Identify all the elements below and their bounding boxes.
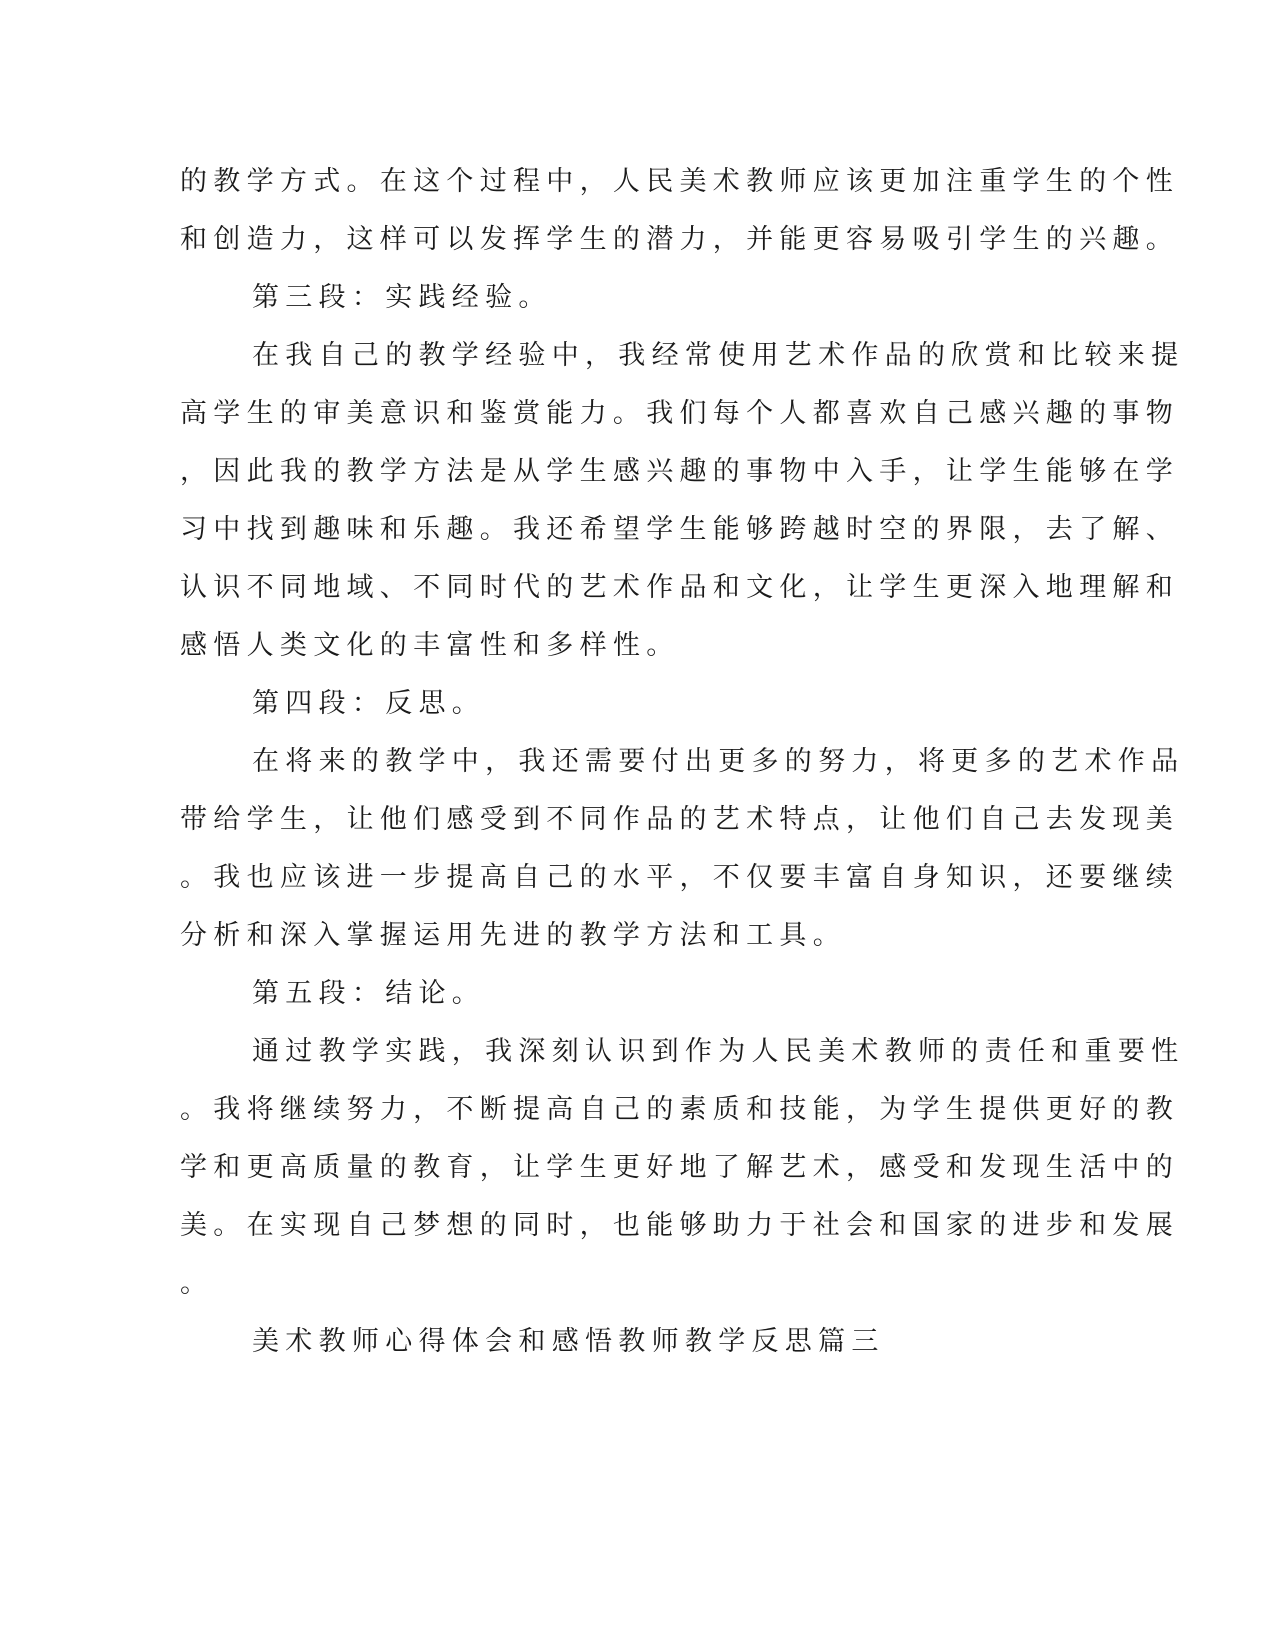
article-title: 美术教师心得体会和感悟教师教学反思篇三 — [252, 1326, 885, 1357]
section-heading: 第四段：反思。 — [252, 688, 486, 719]
text-line: 美。在实现自己梦想的同时，也能够助力于社会和国家的进步和发展 — [180, 1210, 1179, 1241]
text-line: 习中找到趣味和乐趣。我还希望学生能够跨越时空的界限，去了解、 — [180, 514, 1179, 545]
text-line: ，因此我的教学方法是从学生感兴趣的事物中入手，让学生能够在学 — [180, 456, 1179, 487]
text-line: 分析和深入掌握运用先进的教学方法和工具。 — [180, 920, 846, 951]
text-line: 。 — [180, 1268, 214, 1299]
section-heading: 第三段：实践经验。 — [252, 282, 552, 313]
text-line: 在我自己的教学经验中，我经常使用艺术作品的欣赏和比较来提 — [252, 340, 1185, 371]
text-line: 。我也应该进一步提高自己的水平，不仅要丰富自身知识，还要继续 — [180, 862, 1179, 893]
section-heading: 第五段：结论。 — [252, 978, 486, 1009]
text-line: 高学生的审美意识和鉴赏能力。我们每个人都喜欢自己感兴趣的事物 — [180, 398, 1179, 429]
text-line: 在将来的教学中，我还需要付出更多的努力，将更多的艺术作品 — [252, 746, 1185, 777]
text-line: 学和更高质量的教育，让学生更好地了解艺术，感受和发现生活中的 — [180, 1152, 1179, 1183]
text-line: 。我将继续努力，不断提高自己的素质和技能，为学生提供更好的教 — [180, 1094, 1179, 1125]
text-line: 的教学方式。在这个过程中，人民美术教师应该更加注重学生的个性 — [180, 166, 1179, 197]
text-line: 通过教学实践，我深刻认识到作为人民美术教师的责任和重要性 — [252, 1036, 1185, 1067]
text-line: 带给学生，让他们感受到不同作品的艺术特点，让他们自己去发现美 — [180, 804, 1179, 835]
text-line: 和创造力，这样可以发挥学生的潜力，并能更容易吸引学生的兴趣。 — [180, 224, 1179, 255]
text-line: 认识不同地域、不同时代的艺术作品和文化，让学生更深入地理解和 — [180, 572, 1179, 603]
text-line: 感悟人类文化的丰富性和多样性。 — [180, 630, 680, 661]
